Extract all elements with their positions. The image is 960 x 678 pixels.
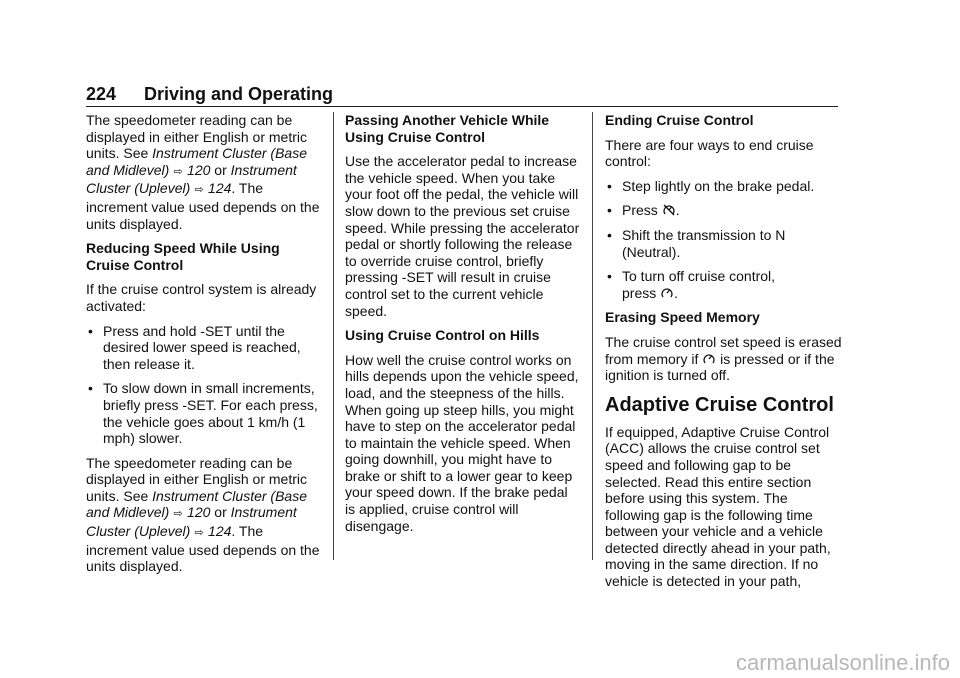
paragraph: [605, 334, 845, 384]
text: The speedometer reading can be displayed in either English or metric units. See: [86, 112, 307, 162]
bullet-icon: •: [607, 177, 612, 194]
bullet-icon: •: [88, 380, 93, 397]
text: To turn off cruise control,: [622, 268, 776, 285]
paragraph: How well the cruise control works on hills depends upon the vehicle speed, load, and the steepness of the hills. When going up steep hills, you might have to step on the accelerator pedal to maintain the vehicle speed. When going downhill, you might have to brake or shift to a lower gear to keep your speed down. If the brake pedal is applied, cruise control will disengage.: [345, 351, 579, 534]
bullet-item: [86, 380, 326, 446]
text: Shift the transmission to N (Neutral).: [622, 226, 786, 260]
column-left: [86, 112, 326, 583]
text: .: [675, 202, 680, 219]
paragraph: [86, 112, 326, 232]
page-reference[interactable]: 120: [187, 504, 211, 521]
page-ref-arrow-icon: ⇨: [194, 184, 204, 197]
paragraph: If the cruise control system is already activated:: [86, 281, 317, 314]
page-header: [86, 82, 838, 107]
page-number: 224: [86, 84, 117, 104]
section-heading: Adaptive Cruise Control: [605, 393, 834, 416]
bullet-item: [86, 323, 326, 373]
cross-reference[interactable]: Instrument Cluster (Uplevel): [86, 161, 297, 197]
paragraph: If equipped, Adaptive Cruise Control (ACC) allows the cruise control set speed and following gap to be selected. Read this entire section before using this system. The following gap is the following time between your vehicle and a vehicle detected directly ahead in your path, moving in the same direction. If no vehicle is detected in your path,: [605, 423, 831, 590]
text: Step lightly on the brake pedal.: [622, 177, 815, 194]
cancel-cruise-icon: [662, 203, 676, 217]
text: . The increment value used depends on the units displayed.: [86, 180, 320, 232]
text: Press and hold -SET until the desired lower speed is reached, then release it.: [103, 322, 301, 372]
bullet-icon: •: [607, 226, 612, 243]
bullet-item: [605, 227, 845, 260]
text: The cruise control set speed is erased from memory if: [605, 333, 842, 367]
text: press: [622, 284, 657, 301]
page-ref-arrow-icon: ⇨: [194, 527, 204, 540]
text: To slow down in small increments, briefly press -SET. For each press, the vehicle goes about 1 km/h (1 mph) slower.: [103, 380, 318, 447]
text: or: [210, 504, 231, 521]
bullet-icon: •: [607, 202, 612, 219]
text: Press: [622, 202, 658, 219]
cross-reference[interactable]: Instrument Cluster (Uplevel): [86, 504, 297, 540]
column-middle: [345, 112, 580, 542]
section-title: Driving and Operating: [144, 84, 334, 104]
subheading: Using Cruise Control on Hills: [345, 327, 540, 344]
subheading: Passing Another Vehicle While Using Cruise Control: [345, 112, 550, 145]
cross-reference[interactable]: Instrument Cluster (Base and Midlevel): [86, 145, 307, 178]
paragraph: There are four ways to end cruise control:: [605, 136, 814, 170]
subheading: Reducing Speed While Using Cruise Control: [86, 240, 280, 273]
text: .: [674, 284, 679, 301]
cross-reference[interactable]: Instrument Cluster (Base and Midlevel): [86, 487, 307, 521]
bullet-icon: •: [607, 268, 612, 285]
column-right: [605, 112, 845, 598]
page-reference[interactable]: 124: [208, 180, 232, 197]
column-divider: [333, 112, 334, 560]
page-reference[interactable]: 120: [187, 161, 211, 178]
cruise-control-icon: [702, 352, 716, 366]
page-ref-arrow-icon: ⇨: [173, 508, 183, 521]
cruise-control-icon: [660, 286, 674, 300]
subheading: Erasing Speed Memory: [605, 309, 760, 326]
bullet-item: [605, 202, 845, 219]
text: The speedometer reading can be displayed in either English or metric units. See: [86, 454, 307, 504]
text: is pressed or if the ignition is turned off.: [605, 350, 835, 384]
bullet-item: [605, 268, 845, 301]
column-divider: [592, 112, 593, 560]
bullet-item: [605, 178, 845, 195]
watermark: carmanualsonline.info: [735, 650, 950, 675]
subheading: Ending Cruise Control: [605, 112, 754, 128]
text: . The increment value used depends on the units displayed.: [86, 523, 320, 575]
paragraph: Use the accelerator pedal to increase the vehicle speed. When you take your foot off the pedal, the vehicle will slow down to the previous set cruise speed. While pressing the accelerator pedal or shortly following the release to override cruise control, briefly pressing -SET will result in cruise control set to the current vehicle speed.: [345, 153, 580, 319]
page-ref-arrow-icon: ⇨: [173, 165, 183, 178]
page-reference[interactable]: 124: [208, 523, 232, 540]
bullet-icon: •: [88, 322, 93, 339]
paragraph: [86, 455, 326, 575]
text: or: [210, 161, 231, 178]
